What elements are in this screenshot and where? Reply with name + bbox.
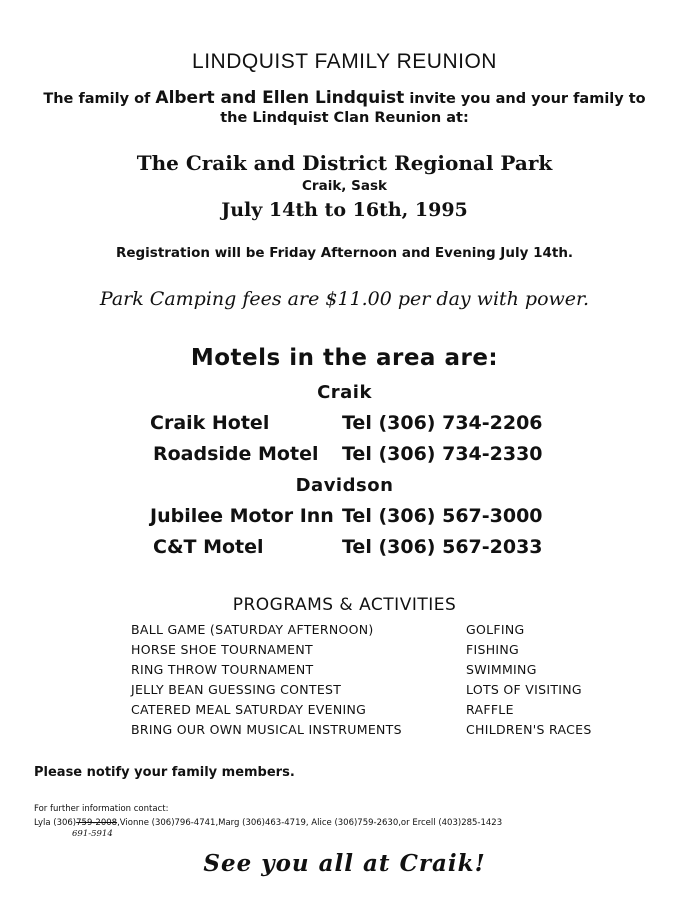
motel-name: C&T Motel	[153, 536, 264, 558]
motel-row	[0, 505, 689, 529]
struck-phone: 759-2008	[76, 818, 118, 828]
contact-heading: For further information contact:	[34, 804, 169, 814]
intro-pre: The family of	[43, 91, 156, 107]
intro-line-2: the Lindquist Clan Reunion at:	[220, 110, 469, 126]
activity-item: FISHING	[466, 642, 520, 657]
reunion-dates: July 14th to 16th, 1995	[221, 199, 468, 221]
motel-location-craik: Craik	[317, 382, 372, 403]
motel-row	[0, 536, 689, 560]
flyer-title: LINDQUIST FAMILY REUNION	[192, 50, 497, 73]
contact-list	[34, 818, 502, 828]
motel-phone: Tel (306) 567-3000	[342, 505, 543, 527]
activity-item: HORSE SHOE TOURNAMENT	[131, 642, 313, 657]
contact-lyla: Lyla (306)	[34, 818, 77, 828]
park-town: Craik, Sask	[302, 178, 387, 194]
activity-item: GOLFING	[466, 622, 525, 637]
activity-item: RING THROW TOURNAMENT	[131, 662, 314, 677]
motel-phone: Tel (306) 734-2330	[342, 443, 543, 465]
motel-phone: Tel (306) 734-2206	[342, 412, 543, 434]
motel-name: Roadside Motel	[153, 443, 319, 465]
activity-item: JELLY BEAN GUESSING CONTEST	[131, 682, 342, 697]
camping-fees: Park Camping fees are $11.00 per day with power.	[99, 288, 590, 310]
intro-post: invite you and your family to	[404, 91, 646, 107]
motel-row	[0, 443, 689, 467]
programs-heading: PROGRAMS & ACTIVITIES	[232, 595, 457, 615]
activity-item: CHILDREN'S RACES	[466, 722, 592, 737]
notify-note: Please notify your family members.	[34, 765, 295, 780]
motel-name: Jubilee Motor Inn	[150, 505, 334, 527]
contact-others: ,Vionne (306)796-4741,Marg (306)463-4719, Alice (306)759-2630,or Ercell (403)285-1423	[117, 818, 503, 828]
activity-item: CATERED MEAL SATURDAY EVENING	[131, 702, 367, 717]
motels-heading: Motels in the area are:	[190, 345, 499, 371]
park-name: The Craik and District Regional Park	[136, 151, 553, 175]
motel-name: Craik Hotel	[150, 412, 270, 434]
motel-row	[0, 412, 689, 436]
closing-line: See you all at Craik!	[203, 850, 486, 877]
family-names: Albert and Ellen Lindquist	[155, 88, 405, 108]
activity-item: RAFFLE	[466, 702, 514, 717]
activity-item: BRING OUR OWN MUSICAL INSTRUMENTS	[131, 722, 402, 737]
motel-phone: Tel (306) 567-2033	[342, 536, 543, 558]
motel-location-davidson: Davidson	[295, 475, 394, 496]
handwritten-phone: 691-5914	[72, 829, 113, 839]
activity-item: BALL GAME (SATURDAY AFTERNOON)	[131, 622, 374, 637]
intro-line-1	[0, 88, 689, 108]
activity-item: SWIMMING	[466, 662, 537, 677]
registration-note: Registration will be Friday Afternoon and Evening July 14th.	[115, 245, 574, 261]
activity-item: LOTS OF VISITING	[466, 682, 582, 697]
